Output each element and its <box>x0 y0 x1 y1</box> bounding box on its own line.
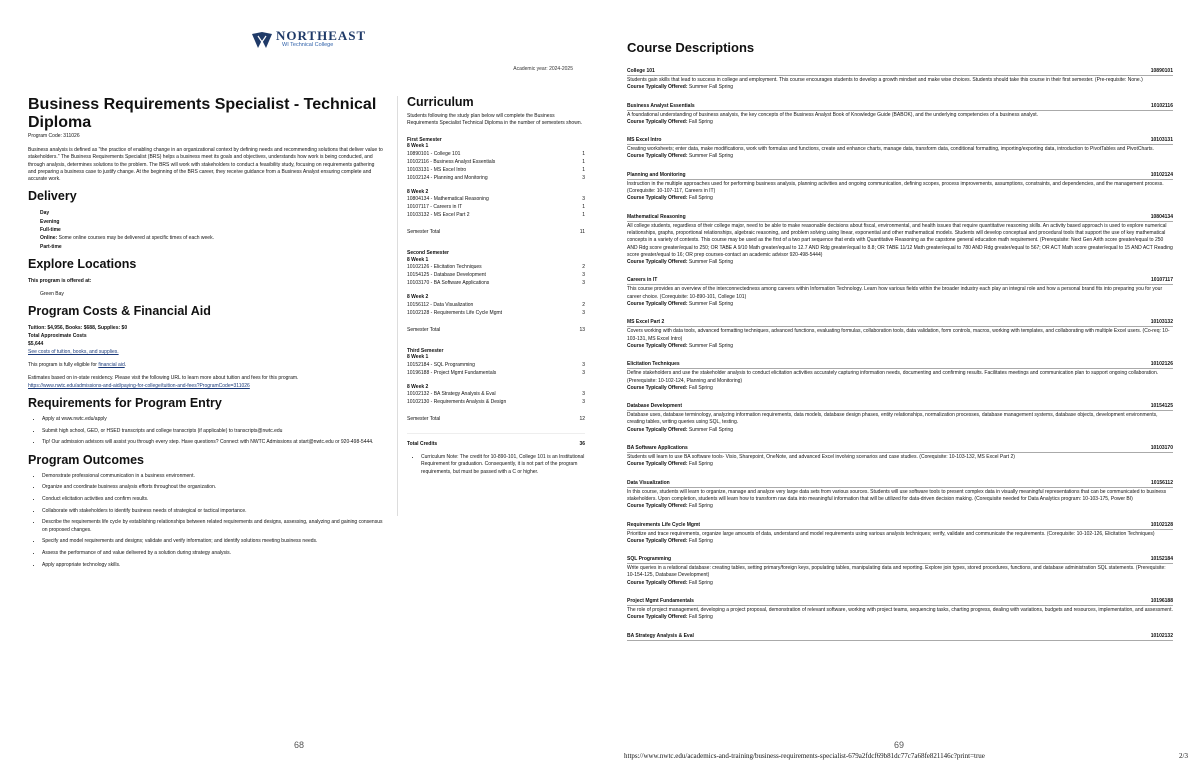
course-offered <box>627 427 1173 434</box>
program-code: Program Code: 311026 <box>28 133 80 139</box>
offered-label: Course Typically Offered: <box>627 342 688 349</box>
semester-total-row <box>407 228 585 236</box>
course-code: 10152184 <box>1150 556 1173 563</box>
course-credits: 2 <box>582 264 585 271</box>
college-logo <box>252 30 366 49</box>
course-entry <box>627 172 1173 203</box>
logo-subtitle: WI Technical College <box>282 42 334 48</box>
course-header <box>627 522 1173 530</box>
course-credits: 3 <box>582 361 585 368</box>
semester-total-row <box>407 415 585 423</box>
course-header <box>627 277 1173 285</box>
course-code: 10103170 <box>1150 445 1173 452</box>
course-offered <box>627 343 1173 350</box>
curriculum-panel <box>397 96 585 516</box>
semester-heading: Third Semester <box>407 347 444 354</box>
curriculum-course-row <box>407 150 585 158</box>
course-credits: 3 <box>582 391 585 398</box>
course-description: Database uses, database terminology, analyzing information requirements, data models, database design phases, entity relationships, normalization processes, database management systems, database objects, development environments, creating tables, writing queries using SQL, testing. <box>627 412 1158 426</box>
costs-estimates: Estimates based on in-state residency. Please visit the following URL to learn more about tuition and fees for this program. <box>28 374 299 381</box>
course-offered <box>627 153 1173 160</box>
offered-terms: Summer Fall Spring <box>687 301 734 308</box>
course-credits: 3 <box>582 272 585 279</box>
course-credits: 3 <box>582 399 585 406</box>
offered-label: Course Typically Offered: <box>627 384 688 391</box>
course-entry <box>627 598 1173 622</box>
curriculum-course-row <box>407 166 585 174</box>
list-item: • Demonstrate professional communication in a business environment. <box>42 473 384 480</box>
curriculum-note-list <box>407 454 585 476</box>
offered-terms: Fall Spring <box>687 195 713 202</box>
page-number: 69 <box>894 740 905 750</box>
course-header <box>627 556 1173 564</box>
delivery-online-text: Some online courses may be delivered at specific times of each week. <box>57 235 214 242</box>
course-code: 10107117 <box>1151 277 1173 284</box>
course-header <box>627 403 1173 411</box>
curriculum-course-row <box>407 211 585 219</box>
course-label: 10102124 - Planning and Monitoring <box>407 174 488 181</box>
curriculum-course-row <box>407 174 585 182</box>
offered-terms: Fall Spring <box>687 461 713 468</box>
program-intro: Business analysis is defined as "the practice of enabling change in an organizational context by defining needs and recommending solutions that deliver value to stakeholders." The Business Requirements Specialist (BRS) helps a business meet its goals and objectives, understands how work is being conducted, and through analysis, determines solutions to the problem. The BRS will work with stakeholders to conduct a feasibility study, focusing on requirements gathering and preparing a business case to justify change. At the beginning of the BRS career, they receive guidance from a Business Analyst ensuring complete and accurate work. <box>28 147 383 183</box>
course-name: Data Visualization <box>627 479 670 486</box>
offered-label: Course Typically Offered: <box>627 537 688 544</box>
curriculum-course-row <box>407 369 585 377</box>
curriculum-course-row <box>407 390 585 398</box>
course-entry <box>627 68 1173 92</box>
locations-heading: Explore Locations <box>28 256 137 271</box>
requirements-heading: Requirements for Program Entry <box>28 395 222 410</box>
course-label: 10156112 - Data Visualization <box>407 301 474 308</box>
course-description: Creating worksheets; enter data, make modifications, work with formulas and functions, create and enhance charts, manage data, transform data, conditional formatting, importing/exporting data, introduction to PivotTables and PivotCharts. <box>627 146 1154 153</box>
course-credits: 3 <box>582 280 585 287</box>
delivery-parttime: Part-time <box>40 243 62 250</box>
course-name: Mathematical Reasoning <box>627 213 686 220</box>
semester-total-value: 12 <box>579 416 585 423</box>
semester-heading: First Semester <box>407 136 442 143</box>
course-header <box>627 319 1173 327</box>
course-code: 10102124 <box>1150 171 1173 178</box>
delivery-evening: Evening <box>40 218 60 225</box>
offered-label: Course Typically Offered: <box>627 614 688 621</box>
offered-terms: Fall Spring <box>687 537 713 544</box>
course-entry <box>627 137 1173 161</box>
course-description: A foundational understanding of business analysis, the key concepts of the Business Analyst Book of Knowledge Guide (BABOK), and the underlying competencies of a business analyst. <box>627 111 1039 118</box>
offered-label: Course Typically Offered: <box>627 301 688 308</box>
course-name: MS Excel Part 2 <box>627 319 665 326</box>
aid-eligible-post: . <box>124 361 127 368</box>
offered-label: Course Typically Offered: <box>627 503 688 510</box>
course-name: College 101 <box>627 68 655 74</box>
course-header <box>627 480 1173 488</box>
offered-label: Course Typically Offered: <box>627 579 688 586</box>
course-name: Database Development <box>627 403 683 410</box>
list-item: • Submit high school, GED, or HSED transcripts and college transcripts (if applicable) to transcripts@nwtc.edu <box>42 428 384 435</box>
course-code: 10156112 <box>1151 479 1173 486</box>
outcomes-heading: Program Outcomes <box>28 452 145 467</box>
semester-total-row <box>407 326 585 334</box>
course-description: Write queries in a relational database: creating tables, setting primary/foreign keys, populating tables, manipulating data and reporting. Explore join types, stored procedures, functions, and database administration SQL statements. (Prerequisite: 10-154-125, Database Development) <box>627 565 1166 579</box>
course-label: 10102132 - BA Strategy Analysis & Eval <box>407 391 496 398</box>
list-item: • Apply at www.nwtc.edu/apply <box>42 416 384 423</box>
course-description: Prioritize and trace requirements, organize large amounts of data, understand and model requirements using various analysis techniques; verify, validate and communicate the requirements. (Corequisite: 10-102-126, Elicitation Techniques) <box>627 530 1155 537</box>
week-heading: 8 Week 2 <box>407 383 429 390</box>
course-entry <box>627 522 1173 546</box>
curriculum-note: • Curriculum Note: The credit for 10-890-101, College 101 is an Institutional Requirement for graduation. Consequently, it is not part of the program requirements, but must be passed with a C or higher. <box>421 454 585 476</box>
list-item: • Conduct elicitation activities and confirm results. <box>42 496 384 503</box>
curriculum-course-row <box>407 309 585 317</box>
offered-terms: Fall Spring <box>687 579 713 586</box>
offered-label: Course Typically Offered: <box>627 259 688 266</box>
course-header <box>627 103 1173 111</box>
course-name: BA Software Applications <box>627 445 688 452</box>
course-header <box>627 68 1173 76</box>
course-label: 10196188 - Project Mgmt Fundamentals <box>407 369 497 376</box>
financial-aid-link[interactable]: financial aid <box>98 361 125 368</box>
location-green-bay: Green Bay <box>40 290 64 297</box>
course-entry <box>627 319 1173 350</box>
list-item: • Collaborate with stakeholders to identify business needs of strategical or tactical importance. <box>42 508 384 515</box>
list-item: • Organize and coordinate business analysis efforts throughout the organization. <box>42 484 384 491</box>
course-name: Planning and Monitoring <box>627 171 686 178</box>
offered-label: Course Typically Offered: <box>627 118 688 125</box>
curriculum-heading: Curriculum <box>407 95 474 109</box>
page-69 <box>600 0 1200 776</box>
course-credits: 1 <box>582 150 585 157</box>
course-credits: 1 <box>582 158 585 165</box>
course-label: 10804134 - Mathematical Reasoning <box>407 196 489 203</box>
week-heading: 8 Week 1 <box>407 256 429 263</box>
course-name: Business Analyst Essentials <box>627 102 695 109</box>
course-label: 10102126 - Elicitation Techniques <box>407 264 482 271</box>
course-credits: 3 <box>582 309 585 316</box>
course-offered <box>627 461 1173 468</box>
course-description: Define stakeholders and use the stakeholder analysis to conduct elicitation activities accurately capturing information needs, documenting and confirming results. Facilitates meetings and communication plan to support ongoing collaboration. (Prerequisite: 10-102-124, Planning and Monitoring) <box>627 370 1159 384</box>
course-label: 10102130 - Requirements Analysis & Design <box>407 399 507 406</box>
course-credits: 1 <box>582 166 585 173</box>
course-entry <box>627 480 1173 511</box>
course-code: 10103131 <box>1150 137 1173 144</box>
tuition-url-link[interactable]: https://www.nwtc.edu/admissions-and-aid/paying-for-college/tuition-and-fees?ProgramCode=311026 <box>28 382 250 389</box>
delivery-fulltime: Full-time <box>40 227 61 234</box>
offered-terms: Summer Fall Spring <box>687 84 734 91</box>
course-description: This course provides an overview of the interconnectedness among careers within Information Technology. Learn how various fields within the broader industry each play an integral role and how a personal brand fits into preparing you for your career choice. (Corequisite: 10-890-101, College 101) <box>627 286 1163 300</box>
course-code: 10804134 <box>1150 213 1173 220</box>
semester-total-value: 13 <box>579 326 585 333</box>
costs-tuition: Tuition: $4,956, Books: $688, Supplies: $0 <box>28 324 128 331</box>
total-credits-label: Total Credits <box>407 441 438 448</box>
academic-year: Academic year: 2024-2025 <box>513 66 573 72</box>
course-name: Elicitation Techniques <box>627 361 680 368</box>
offered-terms: Fall Spring <box>687 384 713 391</box>
locations-offered: This program is offered at: <box>28 277 92 284</box>
course-label: 10103131 - MS Excel Intro <box>407 166 467 173</box>
delivery-list <box>40 209 384 250</box>
course-name: Careers in IT <box>627 277 658 284</box>
course-code: 10102116 <box>1151 102 1173 109</box>
course-entry <box>627 633 1173 641</box>
course-code: 10102126 <box>1150 361 1173 368</box>
offered-terms: Fall Spring <box>687 614 713 621</box>
course-entry <box>627 445 1173 469</box>
footer-url: https://www.nwtc.edu/academics-and-training/business-requirements-specialist-679a2fdcf69b81dc77c7a68fe821146c?print=true <box>624 752 985 760</box>
course-name: BA Strategy Analysis & Eval <box>627 632 694 639</box>
offered-terms: Fall Spring <box>687 118 713 125</box>
course-header <box>627 172 1173 180</box>
offered-terms: Summer Fall Spring <box>687 153 734 160</box>
course-offered <box>627 84 1173 91</box>
course-credits: 2 <box>582 301 585 308</box>
course-code: 10890101 <box>1150 68 1173 74</box>
course-credits: 3 <box>582 369 585 376</box>
semester-total-label: Semester Total <box>407 229 441 236</box>
course-entry <box>627 214 1173 267</box>
course-description: Instruction in the multiple approaches used for performing business analysis, planning activities and ongoing communication, defining scopes, process improvements, assumptions, constraints, and dependencies, and the management process. (Corequisite: 10-107-117, Careers in IT) <box>627 180 1164 195</box>
course-code: 10154125 <box>1150 403 1173 410</box>
course-entry <box>627 556 1173 587</box>
semester-total-label: Semester Total <box>407 416 441 423</box>
curriculum-course-row <box>407 263 585 271</box>
course-header <box>627 633 1173 641</box>
course-label: 10890101 - College 101 <box>407 150 461 157</box>
course-description: In this course, students will learn to organize, manage and analyze very large data sets from various sources. Students will use software tools to present complex data in visually meaningful representations that can be communicated to business stakeholders. Upon completion, students will learn how to transform raw data into meaningful information that will be utilized for data-driven decision making. (Corequisite needed for Data Analytics program: 10-103-175, Power BI) <box>627 488 1167 502</box>
course-entry <box>627 361 1173 392</box>
course-offered <box>627 580 1173 587</box>
course-description: Students gain skills that lead to success in college and employment. This course encourages students to develop a growth mindset and make wise choices. Students should take this course in their first semester. (Pre-requisite: None.) <box>627 77 1143 83</box>
course-header <box>627 361 1173 369</box>
course-name: MS Excel Intro <box>627 137 662 144</box>
course-label: 10107117 - Careers in IT <box>407 204 463 211</box>
list-item: • Tip! Our admission advisors will assist you through every step. Have questions? Connect with NWTC Admissions at start@nwtc.edu or 920-498-5444. <box>42 439 384 446</box>
curriculum-course-row <box>407 301 585 309</box>
course-name: Project Mgmt Fundamentals <box>627 597 694 604</box>
curriculum-course-row <box>407 195 585 203</box>
costs-heading: Program Costs & Financial Aid <box>28 303 211 318</box>
course-header <box>627 445 1173 453</box>
offered-label: Course Typically Offered: <box>627 461 688 468</box>
course-offered <box>627 614 1173 621</box>
page-number: 68 <box>294 740 305 750</box>
offered-label: Course Typically Offered: <box>627 426 688 433</box>
course-description: All college students, regardless of their college major, need to be able to make reasonable decisions about fiscal, environmental, and health issues that require quantitative reasoning skills. An activity based approach is used to explore numerical relationships, graphs, proportional relationships, algebraic reasoning, and problem solving using linear, exponential and other mathematical models. Students will develop conceptual and procedural tools that support the use of key mathematical concepts in a variety of contexts. This course may be used as the first of a two part sequence that ends with Quantitative Reasoning as the capstone general education math requirement. (Prerequisite: Next Gen Arith score greater/equal to 250 AND Rdg score greater/equal to 250; OR TABE A 9/10 Math greater/equal to 12.7 AND Rdg greater/equal to 8.8; OR TABE 11/12 Math greater/equal to 780 AND Rdg greater/equal to 567; OR ACT Math score greater/equal to 15 AND ACT Reading score greater/equal to 16; OR prep courses-contact an academic advisor 920-498-5444) <box>627 222 1173 258</box>
page-title: Business Requirements Specialist - Technical Diploma <box>28 96 377 131</box>
week-heading: 8 Week 2 <box>407 188 429 195</box>
semester-heading: Second Semester <box>407 250 449 257</box>
course-descriptions-heading: Course Descriptions <box>627 40 755 55</box>
offered-terms: Fall Spring <box>687 503 713 510</box>
course-credits: 1 <box>582 212 585 219</box>
course-description: The role of project management, developing a project proposal, demonstration of relevant software, working with project teams, sequencing tasks, charting progress, dealing with variations, budgets and resources, implementation, and assessment. <box>627 606 1173 613</box>
curriculum-course-row <box>407 271 585 279</box>
costs-total-value: $5,644 <box>28 340 44 347</box>
week-heading: 8 Week 1 <box>407 354 429 361</box>
total-credits-value: 36 <box>579 441 585 448</box>
course-offered <box>627 259 1173 266</box>
offered-label: Course Typically Offered: <box>627 195 688 202</box>
course-description: Covers working with data tools, advanced formatting techniques, advanced functions, evaluating formulas, collaboration tools, data validation, form controls, macros, working with templates, and collaborating with multiple Excel users. (Co-req: 10-103-131, MS Excel Intro) <box>627 328 1170 342</box>
semester-total-value: 11 <box>579 229 585 236</box>
course-entry <box>627 277 1173 308</box>
course-code: 10102132 <box>1150 632 1173 639</box>
offered-label: Course Typically Offered: <box>627 153 688 160</box>
aid-eligible-pre: This program is fully eligible for <box>28 361 99 368</box>
northeast-logo-icon <box>252 32 272 48</box>
offered-terms: Summer Fall Spring <box>687 259 734 266</box>
course-credits: 1 <box>582 204 585 211</box>
total-credits-row <box>407 433 585 448</box>
curriculum-course-row <box>407 158 585 166</box>
program-overview <box>28 96 384 573</box>
course-header <box>627 137 1173 145</box>
offered-label: Course Typically Offered: <box>627 84 688 91</box>
costs-link[interactable]: See costs of tuition, books, and supplies. <box>28 348 119 355</box>
course-code: 10196188 <box>1150 597 1173 604</box>
course-offered <box>627 385 1173 392</box>
course-label: 10152184 - SQL Programming <box>407 361 475 368</box>
course-description: Students will learn to use BA software tools- Visio, Sharepoint, OneNote, and advanced Excel involving scenarios and case studies. (Corequisite: 10-103-132, MS Excel Part 2) <box>627 454 1015 461</box>
list-item: • Specify and model requirements and designs; validate and verify information; and identify solutions meeting business needs. <box>42 538 384 545</box>
costs-total-label: Total Approximate Costs <box>28 332 87 339</box>
course-label: 10103132 - MS Excel Part 2 <box>407 212 470 219</box>
curriculum-course-row <box>407 361 585 369</box>
delivery-day: Day <box>40 210 50 217</box>
course-offered <box>627 195 1173 202</box>
offered-terms: Summer Fall Spring <box>687 426 734 433</box>
course-entry <box>627 103 1173 127</box>
course-header <box>627 598 1173 606</box>
course-entry <box>627 403 1173 434</box>
course-name: Requirements Life Cycle Mgmt <box>627 521 701 528</box>
course-offered <box>627 503 1173 510</box>
course-label: 10102128 - Requirements Life Cycle Mgmt <box>407 309 503 316</box>
curriculum-course-row <box>407 398 585 406</box>
course-offered <box>627 119 1173 126</box>
course-label: 10154125 - Database Development <box>407 272 486 279</box>
curriculum-course-row <box>407 279 585 287</box>
curriculum-intro: Students following the study plan below will complete the Business Requirements Specialist Technical Diploma in the number of semesters shown. <box>407 113 582 127</box>
course-label: 10103170 - BA Software Applications <box>407 280 490 287</box>
course-header <box>627 214 1173 222</box>
offered-terms: Summer Fall Spring <box>687 342 734 349</box>
list-item: • Assess the performance of and value delivered by a solution during strategy analysis. <box>42 550 384 557</box>
course-name: SQL Programming <box>627 556 672 563</box>
course-offered <box>627 301 1173 308</box>
course-code: 10103132 <box>1150 319 1173 326</box>
requirements-list <box>28 416 384 447</box>
delivery-heading: Delivery <box>28 189 77 204</box>
course-code: 10102128 <box>1150 521 1173 528</box>
semester-list <box>407 137 585 424</box>
logo-name: NORTHEAST <box>276 28 367 43</box>
week-heading: 8 Week 1 <box>407 143 429 150</box>
course-list <box>627 68 1173 652</box>
course-offered <box>627 538 1173 545</box>
course-credits: 3 <box>582 174 585 181</box>
week-heading: 8 Week 2 <box>407 294 429 301</box>
course-credits: 3 <box>582 196 585 203</box>
list-item: • Describe the requirements life cycle by establishing relationships between related requirements and designs, assessing, analyzing and gaining consensus on proposed changes. <box>42 519 384 533</box>
footer-page: 2/3 <box>1179 752 1188 760</box>
outcomes-list <box>28 473 384 569</box>
course-label: 10102116 - Business Analyst Essentials <box>407 158 496 165</box>
delivery-online-label: Online: <box>40 235 58 242</box>
list-item: • Apply appropriate technology skills. <box>42 562 384 569</box>
curriculum-course-row <box>407 203 585 211</box>
semester-total-label: Semester Total <box>407 326 441 333</box>
